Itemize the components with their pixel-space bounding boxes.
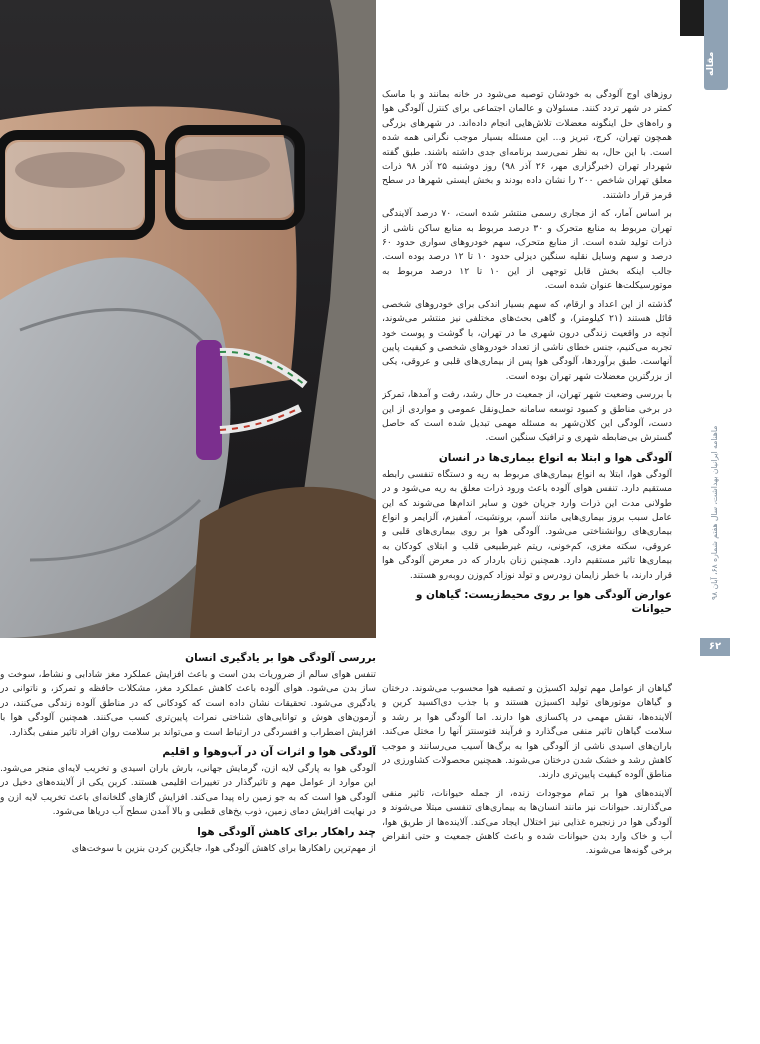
page-number: ۶۲ [700,638,730,656]
paragraph: گیاهان از عوامل مهم تولید اکسیژن و تصفیه هوا محسوب می‌شوند. درختان و گیاهان موتورهای تولید اکسیژن هستند و با جذب دی‌اکسید کربن و آلاینده‌ها، نقش مهمی در پاکسازی هوا دارند. اما آلودگی هوا بر رشد و سلامت گیاهان تاثیر منفی می‌گذارد و فرآیند فتوسنتز آنها را مختل می‌کند. باران‌های اسیدی ناشی از آلودگی هوا به برگ‌ها آسیب می‌رسانند و موجب کاهش رشد و خشک شدن درختان می‌شوند. همچنین محصولات کشاورزی در مناطق آلوده کیفیت پایین‌تری دارند. [382,683,672,781]
side-tab-label: مقاله [706,51,716,77]
photo-illustration [0,0,376,638]
section-heading: آلودگی هوا و اثرات آن در آب‌وهوا و اقلیم [162,746,376,759]
paragraph: آلودگی هوا، ابتلا به انواع بیماری‌های مربوط به ریه و دستگاه تنفسی رابطه مستقیم دارد. تنفس هوای آلوده باعث ورود ذرات معلق به ریه می‌شود و در طولانی مدت این ذرات وارد جریان خون و سایر اندام‌ها می‌شوند که این عامل سبب بروز بیماری‌هایی مانند آسم، برونشیت، آمفیزم، آلزایمر و انواع بیماری‌های روانشناختی می‌شود. آلودگی هوا بر روی بیماری‌های قلبی و عروقی، سکته مغزی، کم‌خونی، ریتم غیرطبیعی قلب و ابتلای کودکان به بیماری‌ها تاثیر مستقیم دارد. همچنین زنان باردار که در معرض آلودگی هوا قرار دارند، با خطر زایمان زودرس و تولد نوزاد کم‌وزن روبه‌رو هستند. [382,468,672,581]
paragraph: تنفس هوای سالم از ضروریات بدن است و باعث افزایش عملکرد مغز شادابی و نشاط، سوخت و ساز بدن می‌شود. هوای آلوده باعث کاهش عملکرد مغز، مشکلات حافظه و تمرکز، و ناتوانی در یادگیری می‌شود. تحقیقات نشان داده است که کودکانی که در مناطق آلوده زندگی می‌کنند، در آزمون‌های هوش و توانایی‌های شناختی نمرات پایین‌تری کسب می‌کنند. همچنین آلودگی هوا با افزایش اضطراب و افسردگی در ارتباط است و می‌تواند بر سلامت روان افراد تاثیر منفی بگذارد. [0,669,376,738]
running-header: ماهنامه ایرانیان بهداشت، سال هفتم شماره ۶۸، آبان ۹۸ [710,425,719,600]
article-right-column [382,88,672,678]
paragraph: آلودگی هوا به پارگی لایه ازن، گرمایش جهانی، بارش باران اسیدی و تخریب لایه‌ای منجر می‌شود. این موارد از عوامل مهم و تاثیرگذار در تغییرات اقلیمی هستند. کربن یکی از آلاینده‌های دخیل در آلودگی هوا است که به جو زمین راه پیدا می‌کند. افزایش گازهای گلخانه‌ای باعث تخریب لایه ازن و در نهایت افزایش دمای زمین، ذوب یخ‌های قطبی و بالا آمدن سطح آب دریاها می‌شود. [0,763,376,818]
paragraph: با بررسی وضعیت شهر تهران، از جمعیت در حال رشد، رفت و آمدها، تمرکز در برخی مناطق و کمبود توسعه سامانه حمل‌ونقل عمومی و مواردی از این دست، آلودگی این کلان‌شهر به مسئله مهمی تبدیل شده است که حاصل گسترش بی‌ضابطه شهری و ترافیک سنگین است. [382,389,672,444]
masked-person-photo [0,0,376,638]
section-heading: آلودگی هوا و ابتلا به انواع بیماری‌ها در انسان [438,451,672,464]
side-tab-black-block [680,0,704,36]
paragraph: آلاینده‌های هوا بر تمام موجودات زنده، از جمله حیوانات، تاثیر منفی می‌گذارند. حیوانات نیز مانند انسان‌ها به بیماری‌های تنفسی مبتلا می‌شوند و آلودگی هوا در زنجیره غذایی نیز اختلال ایجاد می‌کند. آلاینده‌ها از طریق هوا، آب و خاک وارد بدن حیوانات شده و باعث کاهش جمعیت و حتی انقراض برخی گونه‌ها می‌شوند. [382,787,672,857]
article-right-column-lower [382,682,672,962]
paragraph: بر اساس آمار، که از مجاری رسمی منتشر شده است، ۷۰ درصد آلایندگی تهران مربوط به منابع متحرک و ۳۰ درصد مربوط به منابع ساکن ناشی از ذرات تولید شده است. از منابع متحرک، سهم خودروهای سواری حدود ۶۰ درصد و سهم وسایل نقلیه سنگین دیزلی حدود ۱۰ تا ۱۲ درصد بوده است. جالب اینکه بخش قابل توجهی از این ۱۰ تا ۱۲ درصد مربوط به موتورسیکلت‌ها عنوان شده است. [382,208,672,292]
section-heading: بررسی آلودگی هوا بر یادگیری انسان [185,652,376,664]
article-left-column [0,646,376,1026]
section-heading: چند راهکار برای کاهش آلودگی هوا [197,825,376,838]
section-heading: عوارض آلودگی هوا بر روی محیط‌زیست: گیاهان و حیوانات [415,589,672,615]
paragraph: گذشته از این اعداد و ارقام، که سهم بسیار اندکی برای خودروهای شخصی قائل هستند (۲۱ کیلومتر)، و گاهی بحث‌های مختلفی نیز منتشر می‌شوند، آنچه در واقعیت زندگی درون شهری ما در تهران، با گوشت و پوست خود تجربه می‌کنیم، جنس خطای ناشی از تعداد خودروهای شخصی و کیفیت پایین آنهاست. طبق برآوردها، آلودگی هوا پس از بیماری‌های قلبی و عروقی، یکی از بزرگترین معضلات شهر تهران بوده است. [382,298,672,382]
paragraph: روزهای اوج آلودگی به خودشان توصیه می‌شود در خانه بمانند و با ماسک کمتر در شهر تردد کنند. مسئولان و عالمان اجتماعی برای کنترل آلودگی هوا و راه‌های حل اینگونه معضلات تلاش‌هایی انجام داده‌اند. در شهرهای بزرگی همچون تهران، کرج، تبریز و... این مسئله بسیار موجب نگرانی همه شده است. با این حال، به نظر نمی‌رسد برنامه‌ای جدی داشته باشند. طبق گفته شهردار تهران (خبرگزاری مهر، ۲۶ آذر ۹۸) روز دوشنبه ۲۵ آذر ۹۸ ذرات معلق تهران شاخص ۲۰۰ را نشان داده بودند و بخش ایستی شهرها در سطح قرمز قرار داشتند. [382,89,672,201]
paragraph: از مهم‌ترین راهکارها برای کاهش آلودگی هوا، جایگزین کردن بنزین با سوخت‌های [71,842,376,854]
